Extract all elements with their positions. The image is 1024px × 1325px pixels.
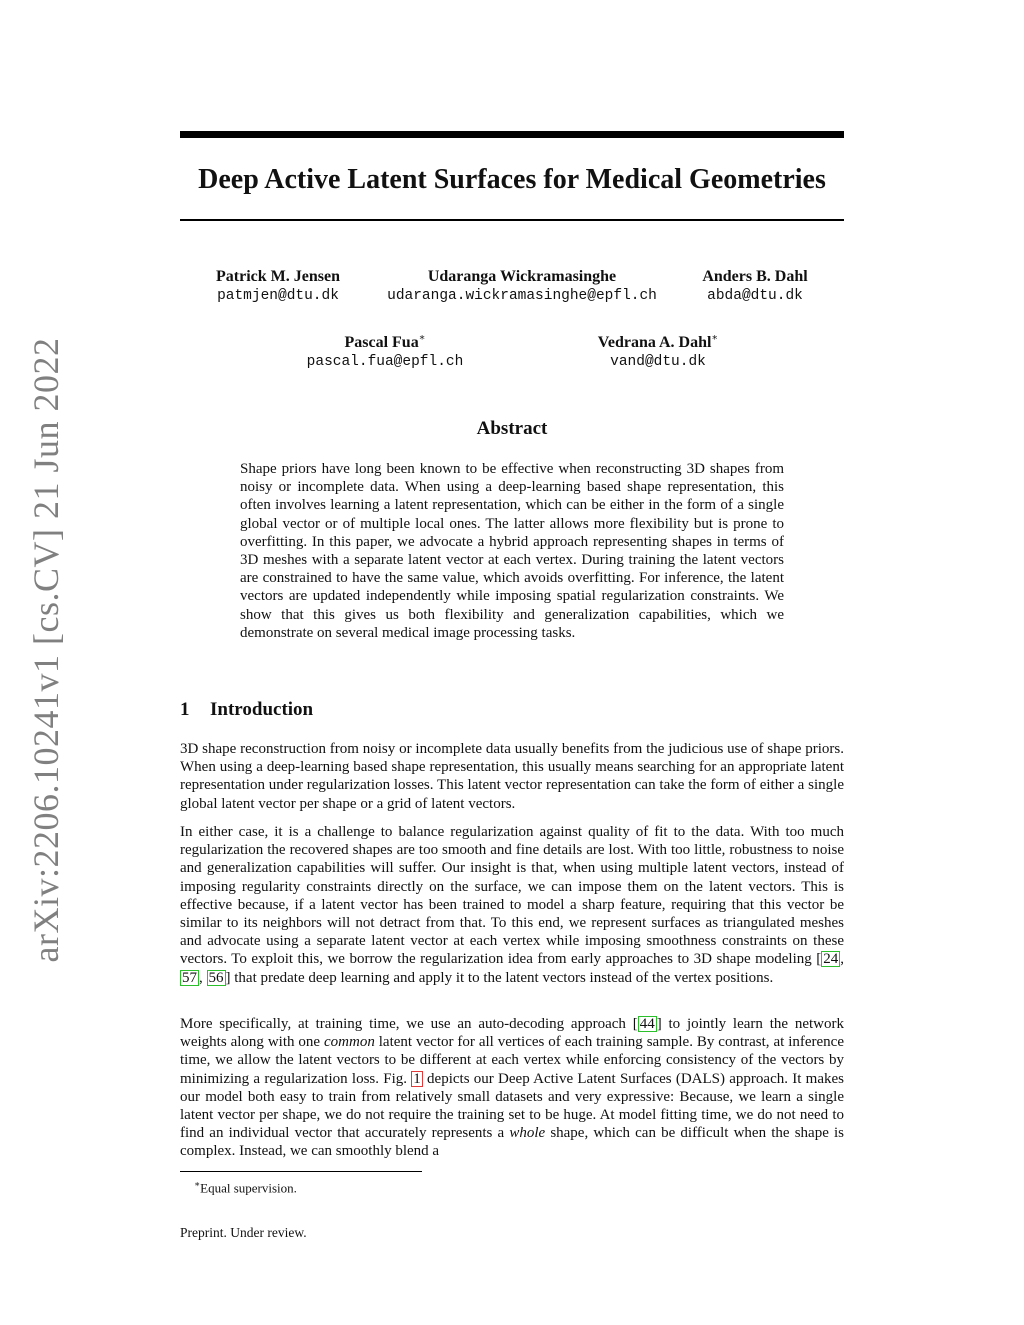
author-name: Anders B. Dahl: [702, 268, 808, 285]
author-name: Patrick M. Jensen: [216, 268, 340, 285]
author-email: patmjen@dtu.dk: [217, 288, 339, 304]
arxiv-sidebar: [0, 0, 96, 1325]
section-number: 1: [180, 699, 190, 720]
author-block: [188, 267, 368, 305]
intro-paragraph-3: More specifically, at training time, we use an auto-decoding approach [ 44 ] to jointly learn the network weights along with one common latent vector for all vertices of each training sample. By contrast, at inference time, we allow the latent vectors to be different at each vertex while enforcing consistency of the vectors by minimizing a regularization loss. Fig. 1 depicts our Deep Active Latent Surfaces (DALS) approach. It makes our model both easy to train from relatively small datasets and very expressive: Because, we learn a single latent vector per shape, we do not require the training set to be huge. At model fitting time, we do not need to find an individual vector that accurately represents a whole shape, which can be difficult when the shape is complex. Instead, we can smoothly blend a: [180, 1016, 844, 1160]
title-bottom-rule: [180, 219, 844, 221]
citation-link[interactable]: 57: [182, 969, 197, 986]
footnote: ∗Equal supervision.: [194, 1179, 297, 1196]
citation-link[interactable]: 24: [823, 951, 839, 968]
intro-paragraph-2: In either case, it is a challenge to balance regularization against quality of fit to the data. With too much regularization the recovered shapes are too smooth and fine details are lost. With too little, robustness to noise and generalization capabilities will suffer. Our insight is that, when using multiple latent vectors, instead of imposing regularity constraints directly on the surface, we can impose them on the latent vectors. This is effective because, if a latent vector has been trained to model a sharp feature, requiring that this vector be similar to its neighbors will not detract from that. To this end, we represent surfaces as triangulated meshes and advocate using a separate latent vector at each vertex while imposing smoothness constraints on these vectors. To exploit this, we borrow the regularization idea from early approaches to 3D shape modeling [ 24 , 57 , 56 ] that predate deep learning and apply it to the latent vectors instead of the vertex positions.: [180, 824, 844, 986]
figure-link[interactable]: 1: [413, 1070, 421, 1087]
arxiv-identifier: arXiv:2206.10241v1 [cs.CV] 21 Jun 2022: [26, 337, 66, 963]
author-name: Udaranga Wickramasinghe: [427, 268, 617, 285]
abstract-heading: Abstract: [476, 418, 548, 439]
footnote-rule: [180, 1171, 422, 1172]
footnote-marker: ∗: [194, 1179, 201, 1189]
citation-link[interactable]: 56: [208, 969, 224, 986]
abstract-text: Shape priors have long been known to be effective when reconstructing 3D shapes from noisy or incomplete data. When using a deep-learning based shape representation, this often involves learning a latent representation, which can be either in the form of a single global vector or of multiple local ones. The latter allows more flexibility but is prone to overfitting. In this paper, we advocate a hybrid approach representing shapes in terms of 3D meshes with a separate latent vector at each vertex. During training the latent vectors are constrained to have the same value, which avoids overfitting. For inference, the latent vectors are updated independently while imposing spatial regularization constraints. We show that this gives us both flexibility and generalization capabilities, which we demonstrate on several medical image processing tasks.: [240, 461, 784, 641]
equal-supervision-marker: ∗: [418, 332, 426, 344]
author-email: abda@dtu.dk: [707, 288, 803, 304]
section-heading: [180, 697, 313, 723]
author-email: pascal.fua@epfl.ch: [306, 354, 464, 370]
author-name: Pascal Fua∗: [344, 332, 426, 351]
title-top-rule: [180, 131, 844, 138]
author-block: [675, 267, 835, 305]
author-name: Vedrana A. Dahl∗: [597, 332, 719, 351]
author-block: [372, 267, 672, 305]
preprint-notice: Preprint. Under review.: [180, 1225, 307, 1240]
author-email: udaranga.wickramasinghe@epfl.ch: [387, 288, 657, 304]
intro-paragraph-1: 3D shape reconstruction from noisy or incomplete data usually benefits from the judicious use of shape priors. When using a deep-learning based shape representation, this usually means searching for an appropriate latent representation under regularization losses. This latent vector representation can take the form of either a single global latent vector per shape or a grid of latent vectors.: [180, 741, 844, 812]
author-email: vand@dtu.dk: [610, 354, 706, 370]
paper-title: Deep Active Latent Surfaces for Medical Geometries: [198, 164, 826, 195]
citation-link[interactable]: 44: [639, 1016, 655, 1032]
section-title: Introduction: [210, 699, 314, 720]
equal-supervision-marker: ∗: [711, 332, 719, 344]
author-block: [573, 333, 743, 371]
author-block: [290, 333, 480, 371]
